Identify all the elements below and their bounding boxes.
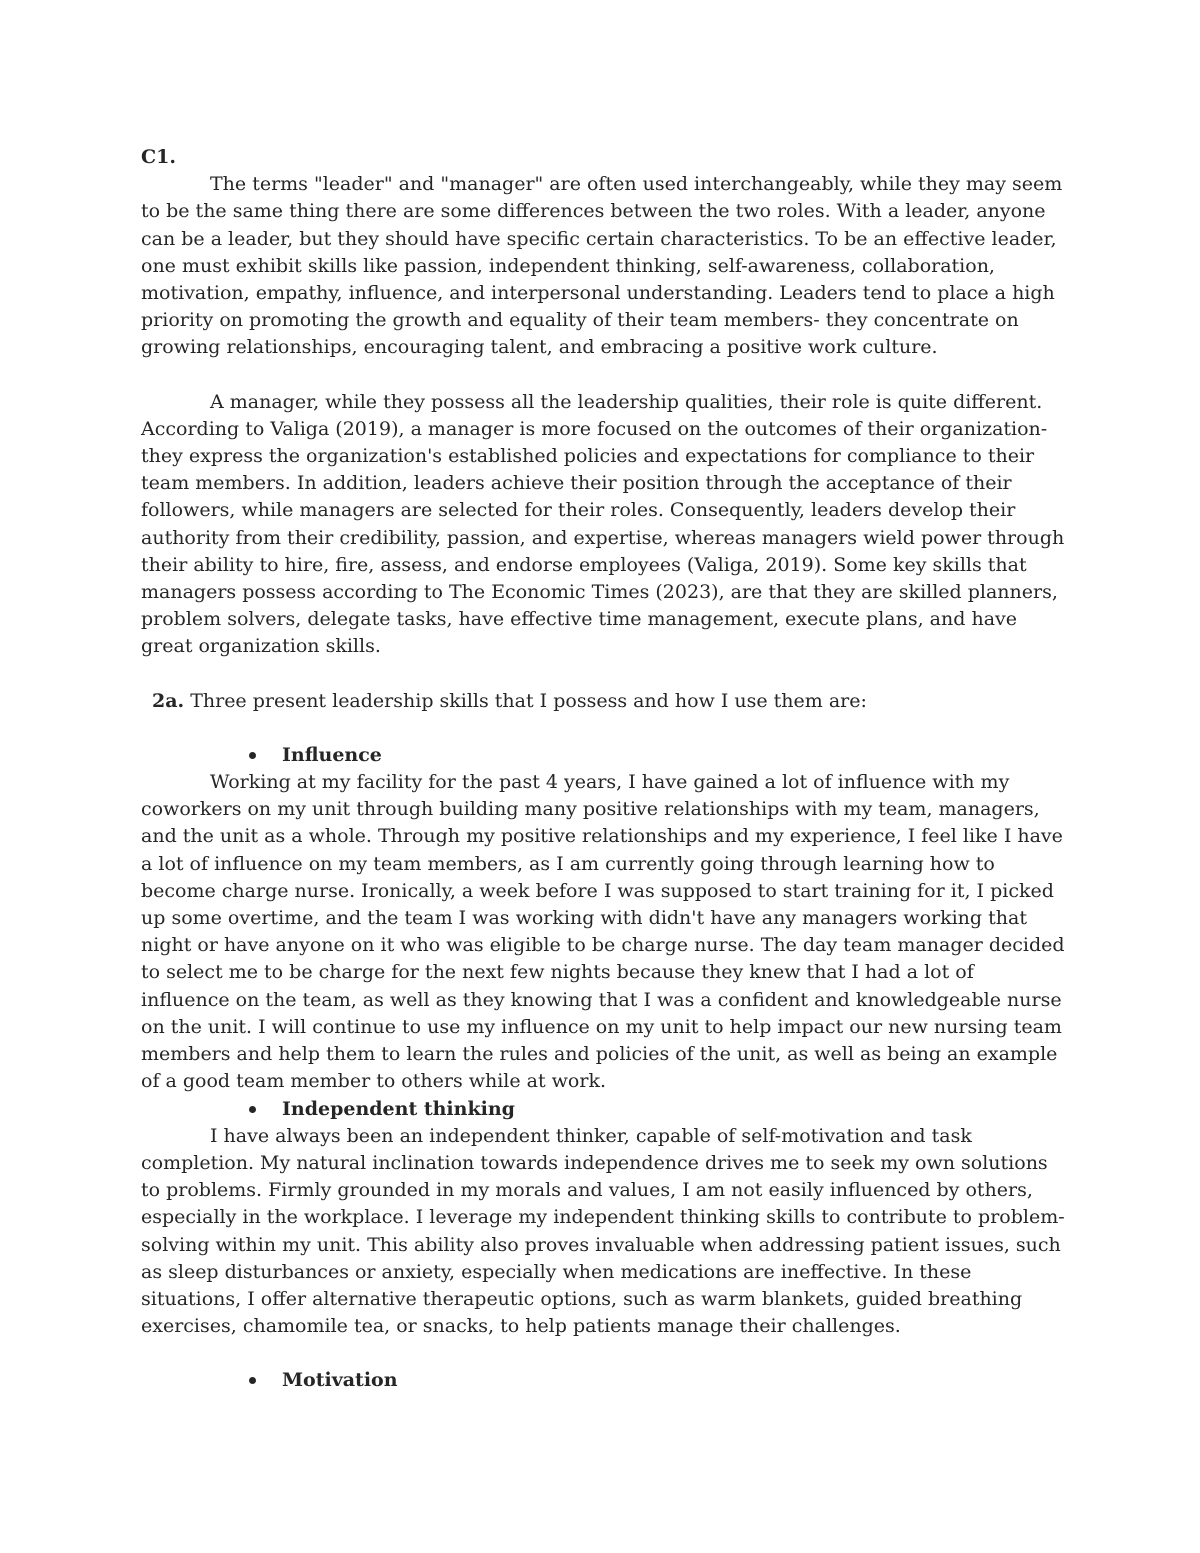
skill-title: Influence [282,743,382,766]
paragraph-spacer [141,715,1066,742]
skill-title: Independent thinking [282,1097,515,1120]
bullet-icon [249,1377,256,1384]
paragraph-spacer [141,661,1066,688]
skill-body-independent-thinking: I have always been an independent thinker, capable of self-motivation and task completion. My natural inclination towards independence drives me to seek my own solutions to problems. Firmly grounded in my morals and values, I am not easily influenced by others, especially in the workplace. I leverage my independent thinking skills to contribute to problem-solving within my unit. This ability also proves invaluable when addressing patient issues, such as sleep disturbances or anxiety, especially when medications are ineffective. In these situations, I offer alternative therapeutic options, such as warm blankets, guided breathing exercises, chamomile tea, or snacks, to help patients manage their challenges. [141,1124,1065,1338]
document-body [141,144,1066,1395]
question-text: Three present leadership skills that I possess and how I use them are: [184,689,867,712]
bullet-icon [249,1106,256,1113]
section-heading-c1: C1. [141,146,176,168]
paragraph-spacer [141,1340,1066,1367]
paragraph-manager-definition: A manager, while they possess all the leadership qualities, their role is quite different. According to Valiga (2019), a manager is more focused on the outcomes of their organization- they express the organization's established policies and expectations for compliance to their team members. In addition, leaders achieve their position through the acceptance of their followers, while managers are selected for their roles. Consequently, leaders develop their authority from their credibility, passion, and expertise, whereas managers wield power through their ability to hire, fire, assess, and endorse employees (Valiga, 2019). Some key skills that managers possess according to The Economic Times (2023), are that they are skilled planners, problem solvers, delegate tasks, have effective time management, execute plans, and have great organization skills. [141,390,1065,658]
bullet-icon [249,752,256,759]
skill-bullet-independent-thinking [141,1096,1066,1123]
question-label: 2a. [152,689,185,712]
paragraph-leader-definition: The terms "leader" and "manager" are often used interchangeably, while they may seem to be the same thing there are some differences between the two roles. With a leader, anyone can be a leader, but they should have specific certain characteristics. To be an effective leader, one must exhibit skills like passion, independent thinking, self-awareness, collaboration, motivation, empathy, influence, and interpersonal understanding. Leaders tend to place a high priority on promoting the growth and equality of their team members- they concentrate on growing relationships, encouraging talent, and embracing a positive work culture. [141,173,1063,359]
paragraph-spacer [141,362,1066,389]
skill-bullet-motivation [141,1367,1066,1394]
question-2a [141,688,1066,715]
skill-body-influence: Working at my facility for the past 4 years, I have gained a lot of influence with my coworkers on my unit through building many positive relationships with my team, managers, and the unit as a whole. Through my positive relationships and my experience, I feel like I have a lot of influence on my team members, as I am currently going through learning how to become charge nurse. Ironically, a week before I was supposed to start training for it, I picked up some overtime, and the team I was working with didn't have any managers working that night or have anyone on it who was eligible to be charge nurse. The day team manager decided to select me to be charge for the next few nights because they knew that I had a lot of influence on the team, as well as they knowing that I was a confident and knowledgeable nurse on the unit. I will continue to use my influence on my unit to help impact our new nursing team members and help them to learn the rules and policies of the unit, as well as being an example of a good team member to others while at work. [141,771,1065,1093]
skill-bullet-influence [141,742,1066,769]
skill-title: Motivation [282,1369,398,1392]
